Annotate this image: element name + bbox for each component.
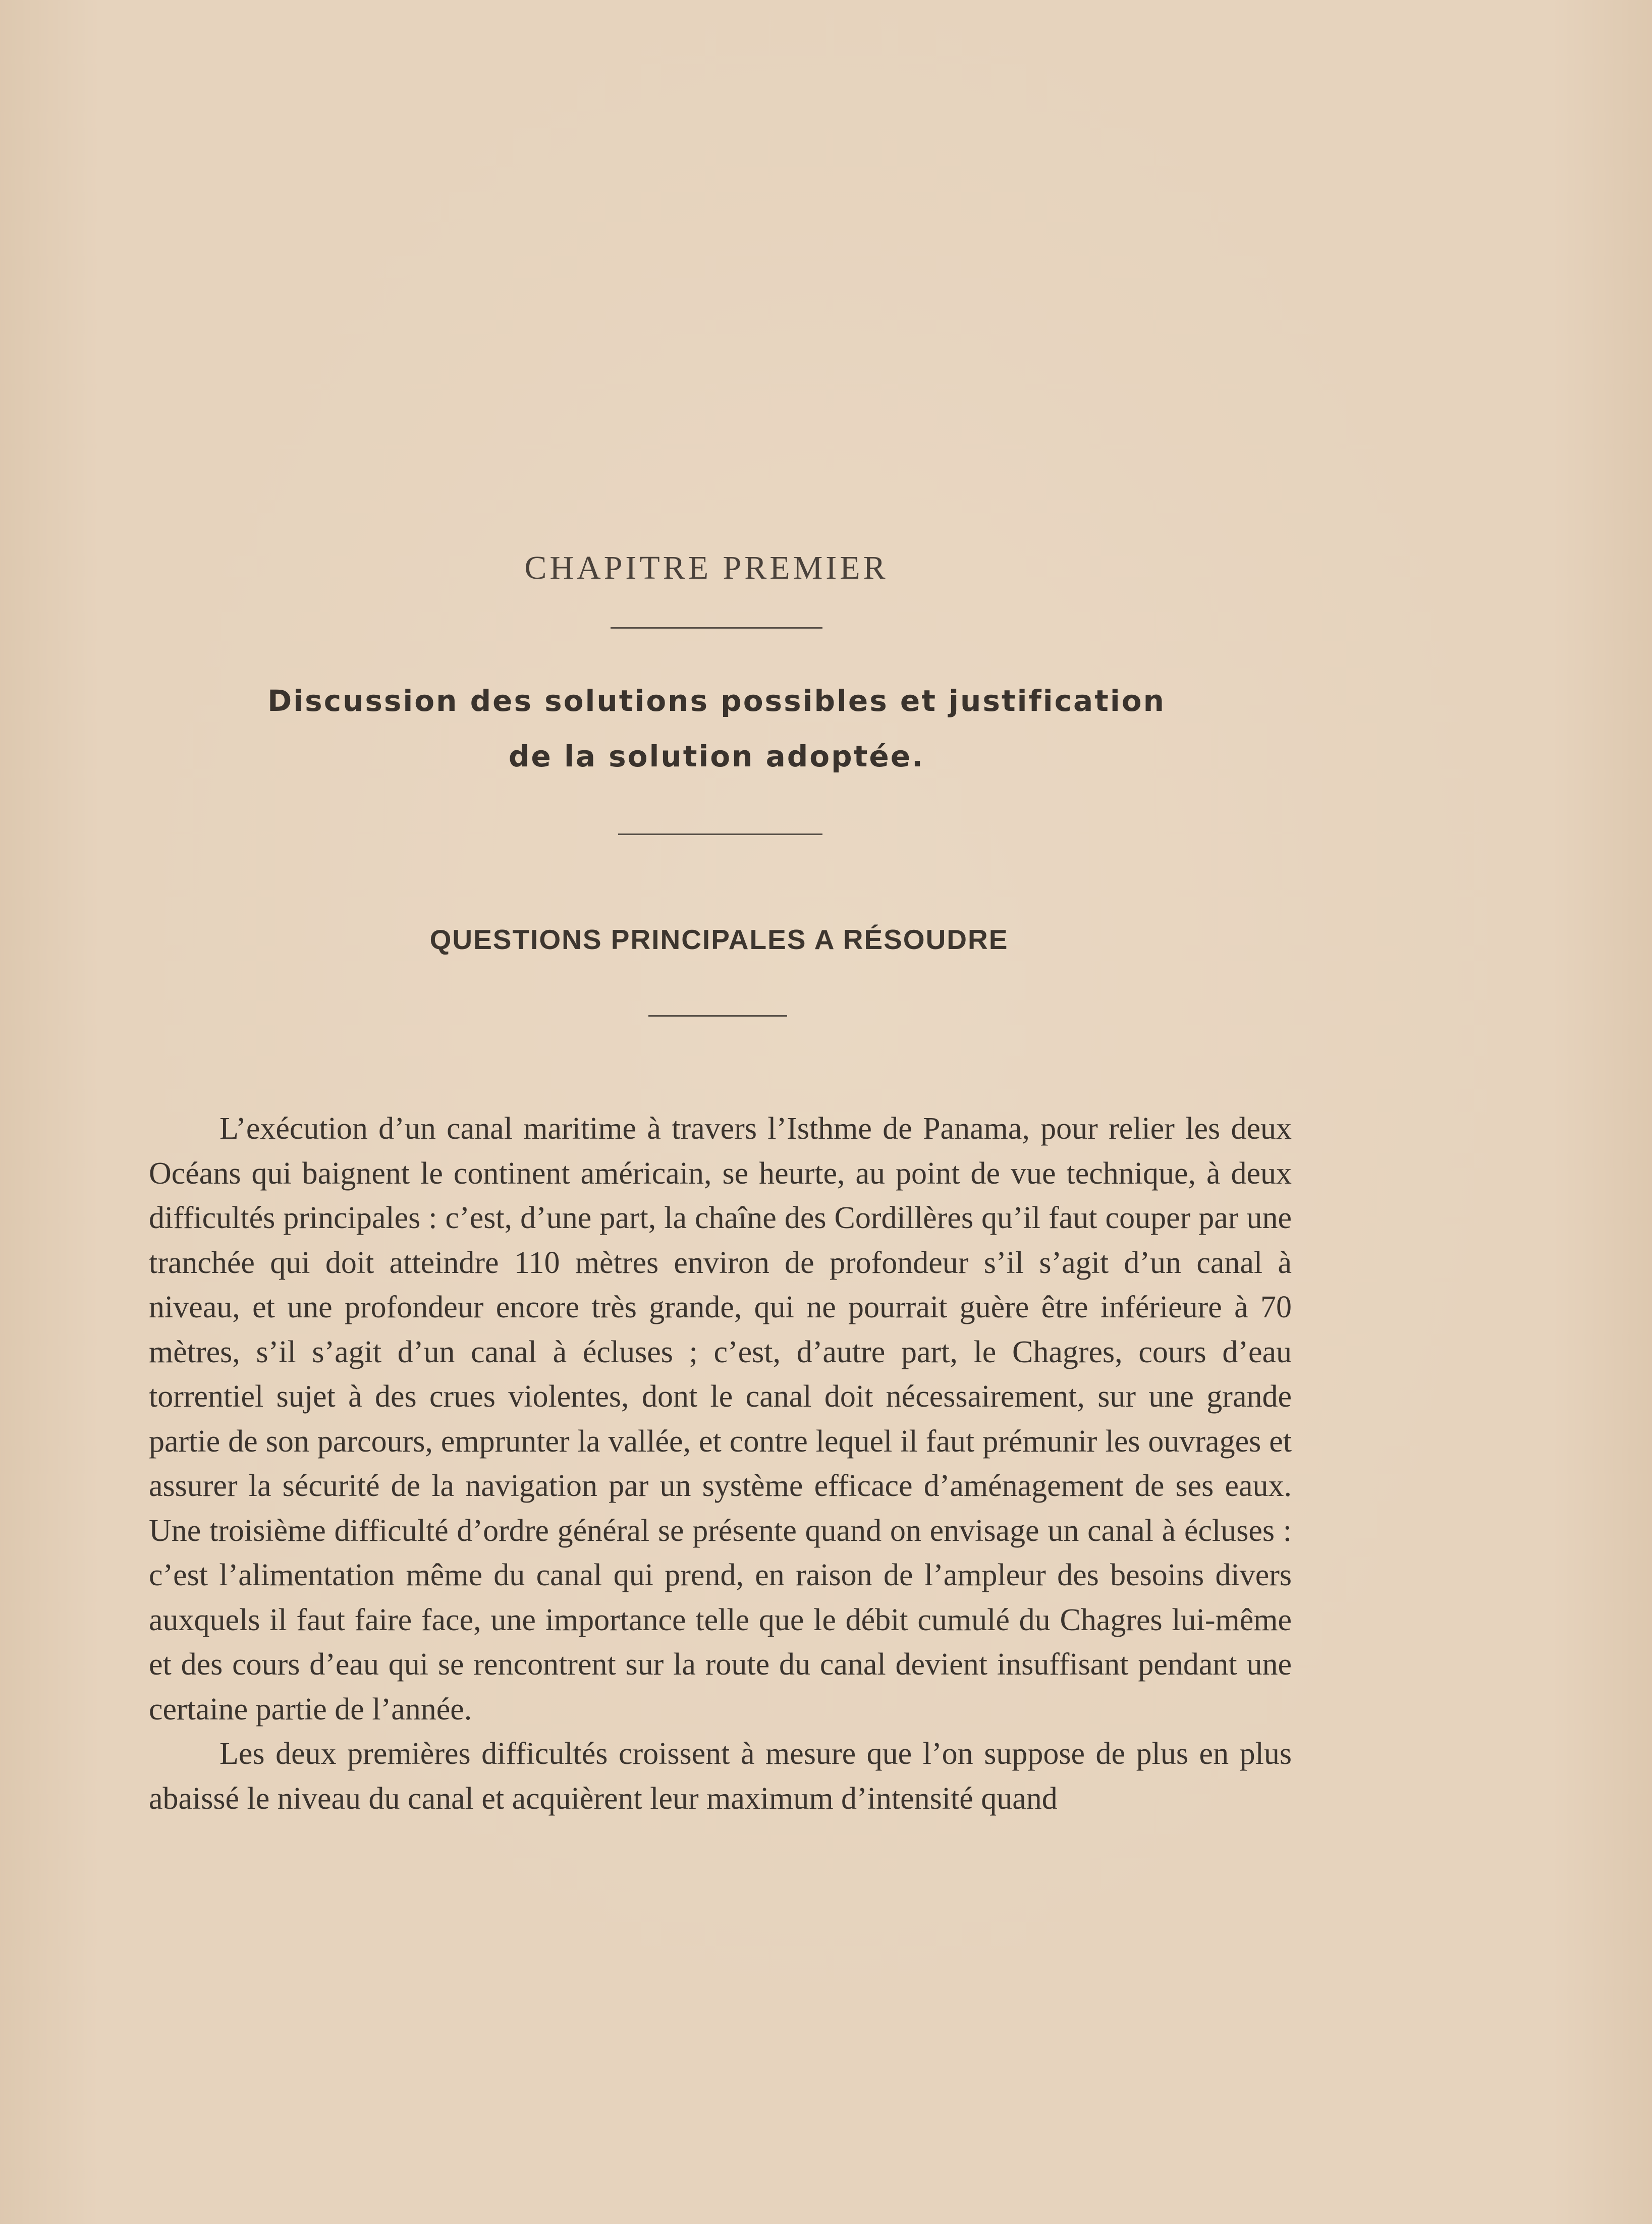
- body-text: [149, 1106, 1292, 1821]
- chapter-heading-line-2: de la solution adoptée.: [508, 739, 925, 773]
- chapter-heading-line-1: Discussion des solutions possibles et justification: [267, 684, 1166, 718]
- divider-rule: [618, 833, 822, 835]
- chapter-title: CHAPITRE PREMIER: [524, 549, 889, 586]
- paragraph: Les deux premières difficultés croissent à mesure que l’on suppose de plus en plus abaissé le niveau du canal et acquièrent leur maximum d’intensité quand: [149, 1737, 1292, 1816]
- divider-rule: [648, 1015, 787, 1017]
- divider-rule: [611, 627, 822, 629]
- paragraph: L’exécution d’un canal maritime à travers l’Isthme de Panama, pour relier les deux Océans qui baignent le continent américain, se heurte, au point de vue technique, à deux difficultés principales : c’est, d’une part, la chaîne des Cordillères qu’il faut couper par une tranchée qui doit atteindre 110 mètres environ de profondeur s’il s’agit d’un canal à niveau, et une profondeur encore très grande, qui ne pourrait guère être inférieure à 70 mètres, s’il s’agit d’un canal à écluses ; c’est, d’autre part, le Chagres, cours d’eau torrentiel sujet à des crues violentes, dont le canal doit nécessairement, sur une grande partie de son parcours, emprunter la vallée, et contre lequel il faut prémunir les ouvrages et assurer la sécurité de la navigation par un système efficace d’aménagement de ses eaux. Une troisième difficulté d’ordre général se présente quand on envisage un canal à écluses : c’est l’alimentation même du canal qui prend, en raison de l’ampleur des besoins divers auxquels il faut faire face, une importance telle que le débit cumulé du Chagres lui-même et des cours d’eau qui se rencontrent sur la route du canal devient insuffisant pendant une certaine partie de l’année.: [149, 1111, 1292, 1727]
- section-heading: QUESTIONS PRINCIPALES A RÉSOUDRE: [429, 924, 1009, 955]
